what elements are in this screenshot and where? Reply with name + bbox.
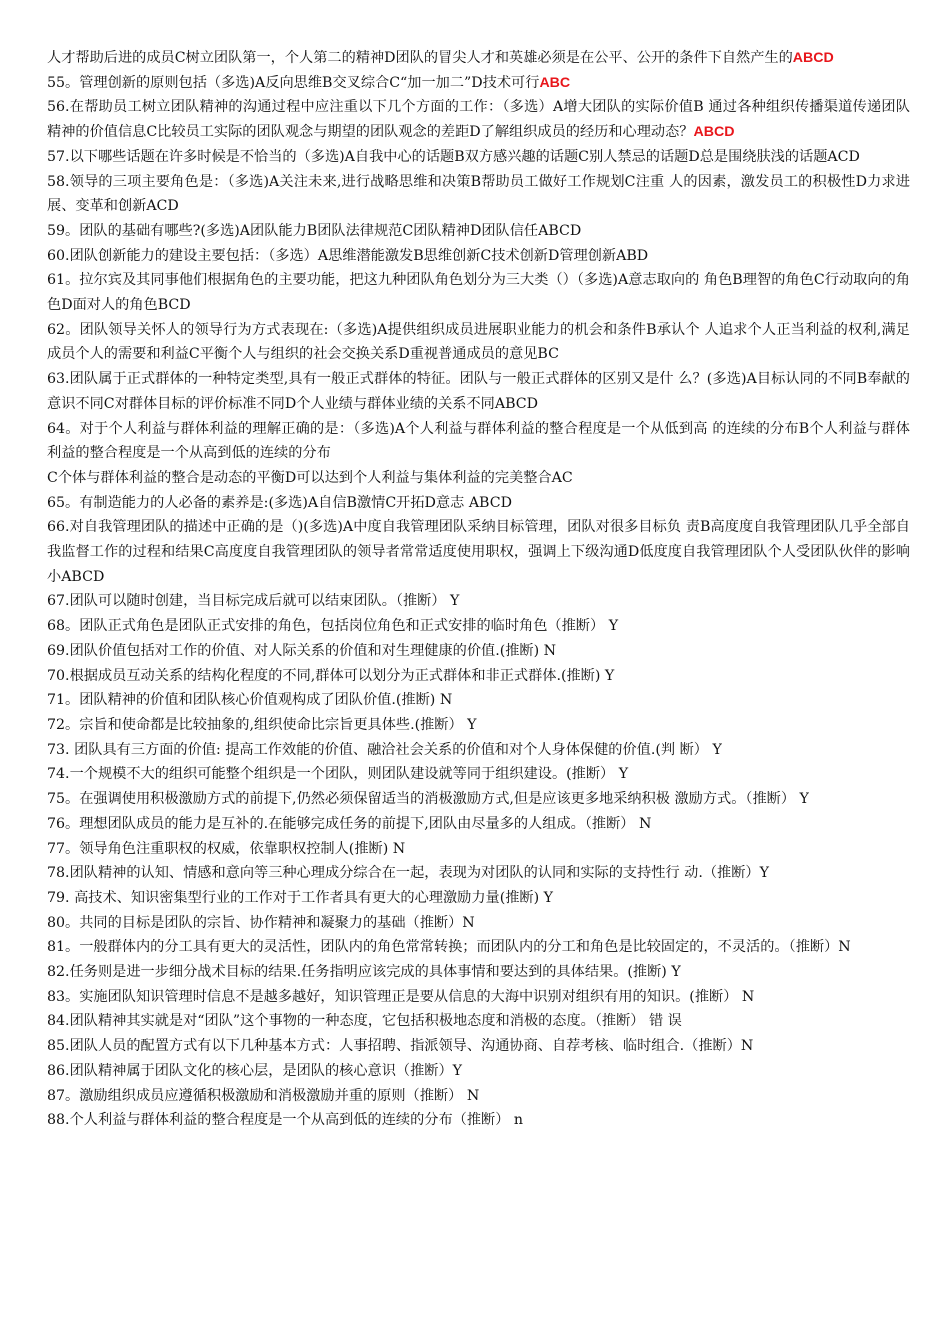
question-text: 86.团队精神属于团队文化的核心层，是团队的核心意识（推断）Y <box>47 1062 462 1079</box>
answer-highlight: ABC <box>539 74 571 91</box>
question-text: 73. 团队具有三方面的价值: 提高工作效能的价值、融洽社会关系的价值和对个人身体保健的价值.(判 断） Y <box>47 741 722 758</box>
question-text: 79. 高技术、知识密集型行业的工作对于工作者具有更大的心理激励力量(推断) Y <box>47 889 554 906</box>
question-text: 77。领导角色注重职权的权威，依靠职权控制人(推断) N <box>47 840 406 857</box>
question-text: 80。共同的目标是团队的宗旨、协作精神和凝聚力的基础（推断）N <box>47 914 475 931</box>
question-text: 74.一个规模不大的组织可能整个组织是一个团队，则团队建设就等同于组织建设。(推断） Y <box>47 766 629 783</box>
question-text: 71。团队精神的价值和团队核心价值观构成了团队价值.(推断) N <box>47 692 453 709</box>
question-text: 83。实施团队知识管理时信息不是越多越好，知识管理正是要从信息的大海中识别对组织有用的知识。(推断） N <box>47 988 755 1005</box>
question-text: 57.以下哪些话题在许多时候是不恰当的（多选)A自我中心的话题B双方感兴趣的话题C别人禁忌的话题D总是围绕肤浅的话题ACD <box>47 148 860 165</box>
question-text: 69.团队价值包括对工作的价值、对人际关系的价值和对生理健康的价值.(推断) N <box>47 642 557 659</box>
question-text: 58.领导的三项主要角色是：（多选)A关注未来,进行战略思维和决策B帮助员工做好工作规划C注重 人的因素，激发员工的积极性D力求进展、变革和创新ACD <box>47 173 910 215</box>
answer-highlight: ABCD <box>792 50 834 66</box>
question-text: 62。团队领导关怀人的领导行为方式表现在:（多选)A提供组织成员进展职业能力的机会和条件B承认个 人追求个人正当利益的权利,满足成员个人的需要和利益C平衡个人与组织的社会交换关系D重视普通成员的意见BC <box>47 321 910 363</box>
question-text: 82.任务则是进一步细分战术目标的结果.任务指明应该完成的具体事情和要达到的具体结果。(推断) Y <box>47 964 681 981</box>
question-text: 67.团队可以随时创建，当目标完成后就可以结束团队。（推断） Y <box>47 593 460 610</box>
question-text: 66.对自我管理团队的描述中正确的是（)(多选)A中度自我管理团队采纳目标管理，团队对很多目标负 责B高度度自我管理团队几乎全部自我监督工作的过程和结果C高度度自我管理团队的领导者常常适度使用职权，强调上下级沟通D低度度自我管理团队个人受团队伙伴的影响小ABCD <box>47 519 910 585</box>
question-text: 84.团队精神其实就是对“团队”这个事物的一种态度，它包括积极地态度和消极的态度。（推断） 错 误 <box>47 1013 682 1030</box>
question-text: 76。理想团队成员的能力是互补的.在能够完成任务的前提下,团队由尽量多的人组成。（推断） N <box>47 815 652 832</box>
question-text: 人才帮助后进的成员C树立团队第一，个人第二的精神D团队的冒尖人才和英雄必须是在公平、公开的条件下自然产生的ABCD <box>47 50 834 66</box>
question-text: 87。激励组织成员应遵循积极激励和消极激励并重的原则（推断） N <box>47 1087 480 1104</box>
question-text: 85.团队人员的配置方式有以下几种基本方式：人事招聘、指派领导、沟通协商、自荐考核、临时组合.（推断）N <box>47 1038 754 1055</box>
question-text: 64。对于个人利益与群体利益的理解正确的是：（多选)A个人利益与群体利益的整合程度是一个从低到高 的连续的分布B个人利益与群体利益的整合程度是一个从高到低的连续的分布 <box>47 420 910 462</box>
question-text: 68。团队正式角色是团队正式安排的角色，包括岗位角色和正式安排的临时角色（推断） Y <box>47 618 619 635</box>
question-text: 72。宗旨和使命都是比较抽象的,组织使命比宗旨更具体些.(推断） Y <box>47 716 477 733</box>
question-text: 56.在帮助员工树立团队精神的沟通过程中应注重以下几个方面的工作：（多选）A增大团队的实际价值B 通过各种组织传播渠道传递团队精神的价值信息C比较员工实际的团队观念与期望的团队观念的差距D了解组织成员的经历和心理动态？ABCD <box>47 99 910 141</box>
question-text: 81。一般群体内的分工具有更大的灵活性，团队内的角色常常转换；而团队内的分工和角色是比较固定的，不灵活的。（推断）N <box>47 939 851 956</box>
question-text: 75。在强调使用积极激励方式的前提下,仍然必须保留适当的消极激励方式,但是应该更多地采纳积极 激励方式。（推断） Y <box>47 791 809 808</box>
question-text: 59。团队的基础有哪些?(多选)A团队能力B团队法律规范C团队精神D团队信任ABCD <box>47 222 582 239</box>
question-text: 60.团队创新能力的建设主要包括：（多选）A思维潜能激发B思维创新C技术创新D管理创新ABD <box>47 247 649 264</box>
question-text: 63.团队属于正式群体的一种特定类型,具有一般正式群体的特征。团队与一般正式群体的区别又是什 么？(多选)A目标认同的不同B奉献的意识不同C对群体目标的评价标准不同D个人业绩与群体业绩的关系不同ABCD <box>47 371 910 412</box>
question-text: 88.个人利益与群体利益的整合程度是一个从高到低的连续的分布（推断） n <box>47 1112 524 1129</box>
question-text: 65。有制造能力的人必备的素养是:(多选)A自信B激情C开拓D意志 ABCD <box>47 494 512 511</box>
answer-highlight: ABCD <box>693 124 735 141</box>
question-text: 61。拉尔宾及其同事他们根据角色的主要功能，把这九种团队角色划分为三大类（）（多选)A意志取向的 角色B理智的角色C行动取向的角色D面对人的角色BCD <box>47 272 910 314</box>
question-text: 70.根据成员互动关系的结构化程度的不同,群体可以划分为正式群体和非正式群体.(推断) Y <box>47 667 615 684</box>
question-text: 55。管理创新的原则包括（多选)A反向思维B交叉综合C“加一加二”D技术可行ABC <box>47 74 571 91</box>
question-text: 78.团队精神的认知、情感和意向等三种心理成分综合在一起，表现为对团队的认同和实际的支持性行 动.（推断）Y <box>47 865 769 882</box>
question-text: C个体与群体利益的整合是动态的平衡D可以达到个人利益与集体利益的完美整合AC <box>47 469 573 486</box>
